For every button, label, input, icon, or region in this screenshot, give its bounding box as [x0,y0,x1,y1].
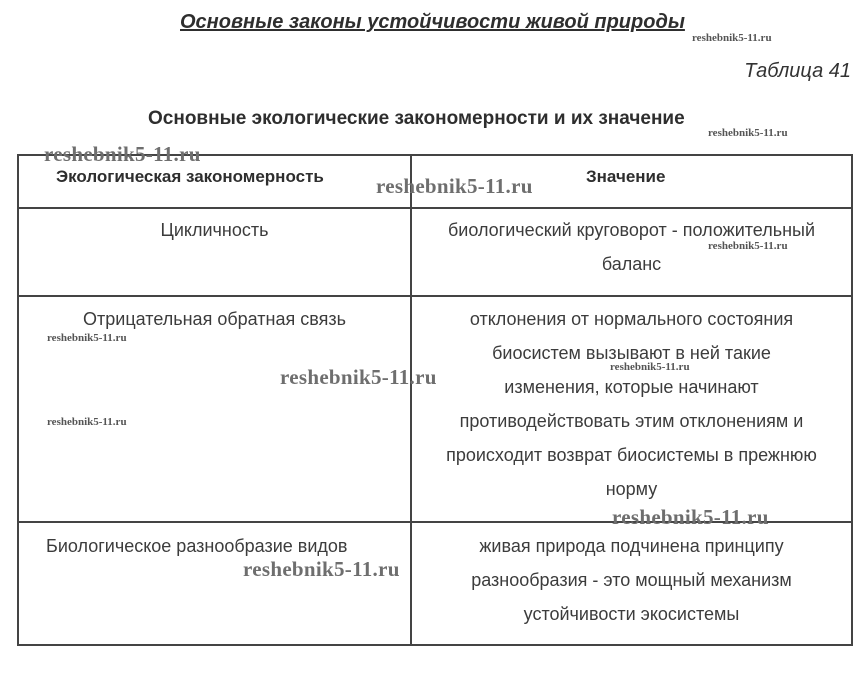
meaning-line: норму [605,479,658,499]
watermark-text: reshebnik5-11.ru [44,142,201,166]
table-caption: Основные экологические закономерности и их значение [148,108,685,129]
table-header-meaning: Значение [586,167,666,186]
watermark-text: reshebnik5-11.ru [610,361,690,373]
page-title: Основные законы устойчивости живой природы [180,11,685,33]
watermark-text: reshebnik5-11.ru [708,127,788,139]
watermark-text: reshebnik5-11.ru [280,365,437,389]
meaning-line: противодействовать этим отклонениям и [459,411,804,431]
watermark-text: reshebnik5-11.ru [243,557,400,581]
table-header-law: Экологическая закономерность [56,167,324,186]
meaning-line: отклонения от нормального состояния [469,309,794,329]
table-cell-meaning [412,529,851,631]
watermark-text: reshebnik5-11.ru [692,32,772,44]
watermark-text: reshebnik5-11.ru [376,174,533,198]
meaning-line: изменения, которые начинают [504,377,759,397]
table-row-divider [17,207,853,209]
meaning-line: происходит возврат биосистемы в прежнюю [446,445,817,465]
table-cell-meaning [412,302,851,506]
watermark-text: reshebnik5-11.ru [47,332,127,344]
table-cell-law: Отрицательная обратная связь [83,309,346,329]
table-cell-law: Биологическое разнообразие видов [46,536,348,556]
table-number: Таблица 41 [744,60,851,82]
watermark-text: reshebnik5-11.ru [612,505,769,529]
table-border-bottom [17,644,853,646]
table-row-divider [17,295,853,297]
watermark-text: reshebnik5-11.ru [708,240,788,252]
meaning-line: разнообразия - это мощный механизм [471,570,792,590]
table-cell-law: Цикличность [160,220,269,240]
meaning-line: устойчивости экосистемы [523,604,740,624]
meaning-line: биологический круговорот - положительный [447,220,816,240]
watermark-text: reshebnik5-11.ru [47,416,127,428]
meaning-line: баланс [601,254,662,274]
meaning-line: живая природа подчинена принципу [479,536,784,556]
table-border-right [851,154,853,646]
meaning-line: биосистем вызывают в ней такие [492,343,771,363]
